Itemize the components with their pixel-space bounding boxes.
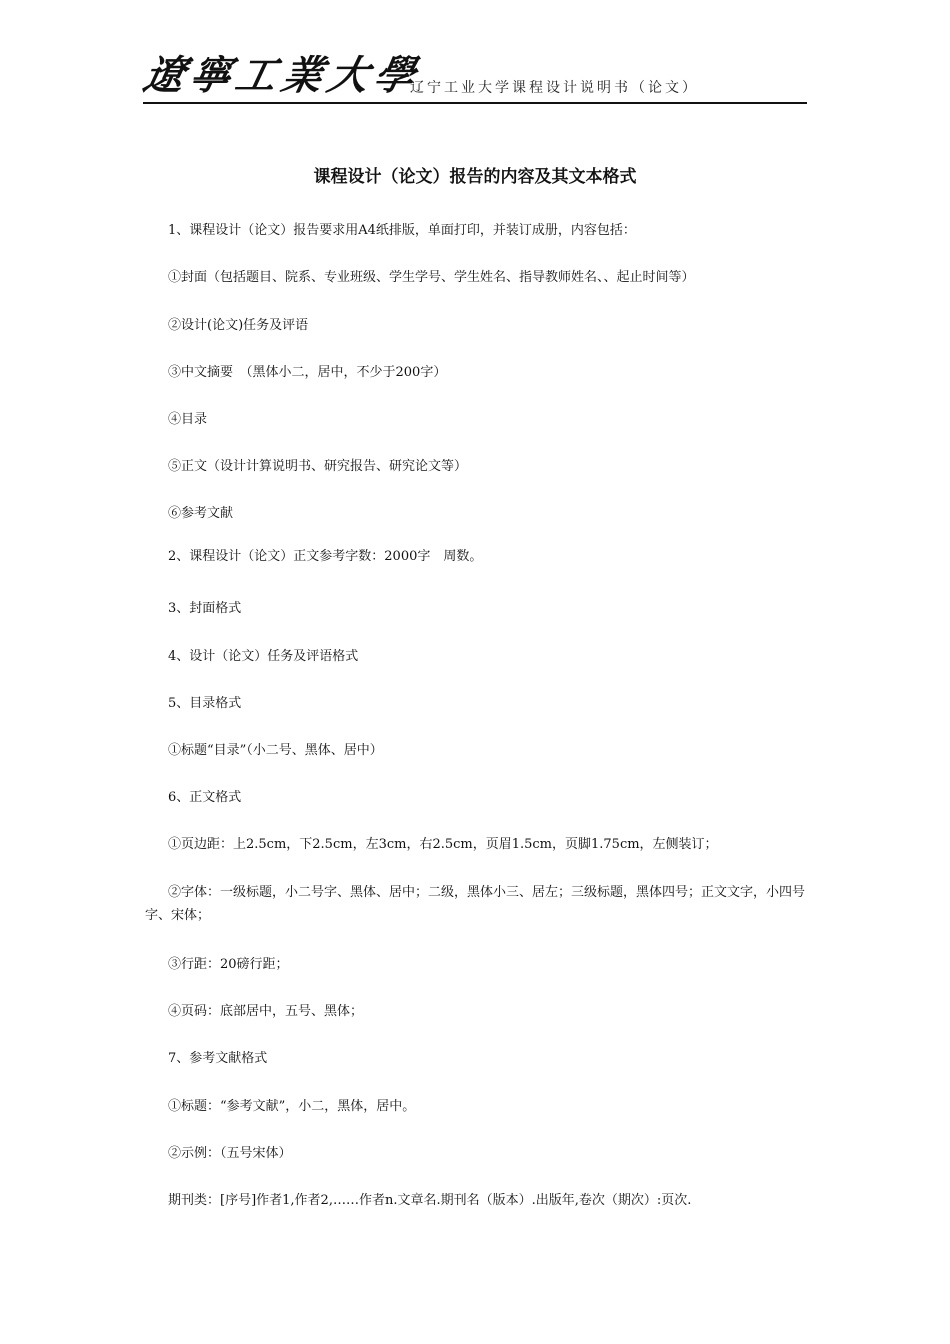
paragraph-1: 1、课程设计（论文）报告要求用A4纸排版，单面打印，并装订成册，内容包括： — [168, 223, 636, 238]
university-logo: 遼寧工業大學 — [139, 52, 426, 99]
paragraph-3: ②设计(论文)任务及评语 — [168, 318, 309, 333]
paragraph-20: ②示例：（五号宋体） — [168, 1146, 292, 1161]
paragraph-15: ②字体：一级标题，小二号字、黑体、居中；二级，黑体小三、居左；三级标题，黑体四号；正文文字，小四号字、宋体； — [145, 885, 806, 923]
page-header — [139, 40, 807, 104]
paragraph-12: ①标题“目录”（小二号、黑体、居中） — [168, 743, 383, 758]
paragraph-19: ①标题：“参考文献”，小二，黑体，居中。 — [168, 1099, 416, 1114]
paragraph-8: 2、课程设计（论文）正文参考字数：2000字 周数。 — [168, 549, 483, 564]
paragraph-18: 7、参考文献格式 — [168, 1051, 268, 1066]
paragraph-14: ①页边距：上2.5cm，下2.5cm，左3cm，右2.5cm，页眉1.5cm，页脚1.75cm，左侧装订； — [168, 837, 718, 852]
paragraph-4: ③中文摘要 （黑体小二，居中，不少于200字） — [168, 365, 447, 380]
paragraph-11: 5、目录格式 — [168, 696, 242, 711]
paragraph-17: ④页码：底部居中，五号、黑体； — [168, 1004, 364, 1019]
paragraph-10: 4、设计（论文）任务及评语格式 — [168, 649, 359, 664]
document-title: 课程设计（论文）报告的内容及其文本格式 — [313, 167, 637, 187]
paragraph-21: 期刊类：[序号]作者1,作者2,……作者n.文章名.期刊名（版本）.出版年,卷次（期次）:页次. — [168, 1193, 692, 1208]
header-subtitle: 辽宁工业大学课程设计说明书（论文） — [410, 80, 699, 96]
paragraph-7: ⑥参考文献 — [168, 506, 234, 521]
paragraph-5: ④目录 — [168, 412, 208, 427]
paragraph-16: ③行距：20磅行距； — [168, 957, 289, 972]
paragraph-9: 3、封面格式 — [168, 601, 242, 616]
paragraph-6: ⑤正文（设计计算说明书、研究报告、研究论文等） — [168, 459, 468, 474]
paragraph-2: ①封面（包括题目、院系、专业班级、学生学号、学生姓名、指导教师姓名、、起止时间等） — [168, 270, 695, 285]
paragraph-13: 6、正文格式 — [168, 790, 242, 805]
